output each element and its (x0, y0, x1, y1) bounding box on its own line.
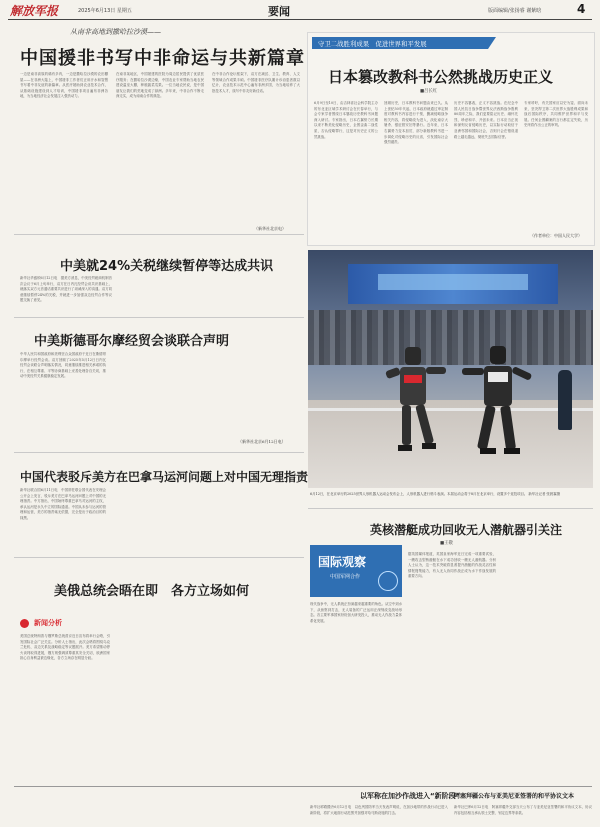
feature-body-col-1: 6月9日至10日，由吉林省社会科学院主办的东北亚区域学术研讨会在长春举行，与会专家学者围绕日本篡改历史教科书问题深入研讨。专家指出，日本右翼势力长期以来不断美化侵略历史，企图歪曲二战性质，否认侵略罪行，这是对历史正义的公然挑战。 (314, 101, 378, 139)
uav-headline: 英核潜艇成功回收无人潜航器引关注 (370, 523, 563, 537)
russia-headline: 美俄总统会晤在即 各方立场如何 (54, 584, 250, 599)
feature-label: 守卫二战胜利成果 促进世界和平发展 (318, 40, 427, 48)
tag-dot-icon (20, 619, 29, 628)
un-body-col-2 (112, 488, 204, 548)
russia-body-col-1: 美国总统特朗普与俄罗斯总统普京近日宣布将举行会晤，引发国际社会广泛关注。分析人士指出，此次会晤将围绕乌克兰危机、双边关系及战略稳定等议题展开。美方希望推动停火谈判取得进展，俄方则强调须尊重其安全关切，欧洲国家担心自身利益被边缘化，各方立场存在明显分歧。 (20, 634, 110, 661)
intl-box (310, 545, 402, 597)
robot-right-icon (458, 342, 538, 477)
russia-body-col-3 (212, 604, 302, 784)
masthead-date: 2025年6月13日 星期五 (78, 8, 132, 14)
uav-body-col-1: 据英国媒体报道，英国皇家海军近日完成一项重要试验，一艘攻击型核潜艇在水下成功回收一艘无人潜航器。分析人士认为，这一技术突破将显著提升潜艇的作战灵活性和情报搜集能力，有人无人协同作战正成为水下作战发展的重要方向。 (408, 552, 496, 579)
uav-body-col-2 (502, 552, 592, 782)
ring-rope (308, 408, 593, 411)
tariff-body-col-2 (118, 276, 210, 310)
photo-caption: 6月12日，在北京举行的2025世界人形机器人运动会发布会上，人形机器人进行格斗表演。本届运动会将于8月在北京举行，设置多个竞技项目。 新华社记者 张晨霖摄 (310, 492, 560, 496)
feature-headline: 日本篡改教科书公然挑战历史正义 (328, 68, 554, 86)
referee-figure (558, 370, 572, 430)
tariff-headline: 中美就24%关税继续暂停等达成共识 (60, 259, 274, 274)
feature-source: （作者单位：中国人民大学） (530, 233, 582, 238)
robot-left-icon (378, 345, 448, 475)
robot-photo (308, 250, 593, 488)
news-analysis-tag (20, 618, 90, 630)
page-number: 4 (577, 2, 586, 16)
russia-body-col-2 (116, 604, 206, 784)
aid-body-col-1: 一边是南非高原的稀有多肉，一边是撒哈拉沙漠的农田棚屋——在非洲大陆上，中国援非工作者们正用汗水和智慧书写着中非友谊的新篇章。从医疗援助到农业技术合作，从基础设施建设到人才培训，中国援非项目遍布非洲各地，为当地经济社会发展注入强劲动力。 (20, 72, 108, 99)
talks-body-col-1: 中华人民共和国政府和美利坚合众国政府于近日在斯德哥尔摩举行经贸会谈。双方回顾了2025年5月12日日内瓦经贸会谈联合声明落实情况，同意继续推进相关承诺的执行，在相互尊重、平等协商基础上妥善处理各自关切，推动中美经贸关系健康稳定发展。 (20, 352, 106, 379)
tariff-body-col-1: 新华社华盛顿6月12日电 据美方消息，中美经贸磋商机制首次会议于6月上旬举行，双方在日内瓦经贸会谈共识基础上，就落实双方元首通话重要共识进行了坦诚深入的沟通。双方同意继续暂停24%的关税，并就进一步加强双边经贸合作等议题交换了意见。 (20, 276, 112, 303)
left-bottom-filler (20, 790, 302, 824)
un-headline: 中国代表驳斥美方在巴拿马运河问题上对中国无理指责 (20, 470, 309, 484)
intl-body: 现代战争中，无人系统正扮演越来越重要的角色。从空中到水下，从侦察到打击，无人装备的广泛运用正深刻改变战场形态。各主要军事国家纷纷加大研发投入，推动无人作战力量体系化发展。 (310, 602, 402, 623)
bottom-left-body: 新华社耶路撒冷6月12日电 以色列国防军当天发表声明说，在加沙地带的作战行动已进入新阶段，将扩大地面行动范围并加强对哈马斯设施的打击。 (310, 805, 448, 815)
globe-icon (378, 571, 398, 591)
kicker: 从南非高地到撒哈拉沙漠—— (70, 28, 161, 36)
bottom-right-headline: 阿塞拜疆公布与亚美尼亚签署的和平协议文本 (454, 793, 575, 800)
feature-author: ■吕长红 (420, 89, 438, 94)
bottom-right-body: 新华社巴库6月12日电 阿塞拜疆外交部当天公布了与亚美尼亚签署的和平协议文本，协议内容包括相互承认领土完整、划定边界等条款。 (454, 805, 592, 815)
intl-title: 国际观察 (318, 555, 367, 569)
masthead-logo: 解放军报 (10, 4, 59, 18)
aid-body-col-2: 在南非某地区，中国援建的医院为周边居民提供了优质医疗服务；在撒哈拉沙漠边缘，中国农业专家帮助当地农民建设温室大棚，种植蔬菜瓜果。一位当地农民说，是中国朋友让我们的荒地变成了绿洲。多年来，中非合作不断走深走实，成为南南合作的典范。 (116, 72, 204, 99)
stage-screen-glow (378, 274, 528, 290)
feature-body-col-3: 历史不容篡改，正义不容挑战。在纪念中国人民抗日战争暨世界反法西斯战争胜利80周年之际，我们更要铭记历史、缅怀先烈、珍爱和平、开创未来。日本应当正视和深刻反省侵略历史，以实际行动取信于亚洲邻国和国际社会，否则只会在错误道路上越走越远，彻底失去国际信誉。 (454, 101, 518, 139)
talks-headline: 中美斯德哥尔摩经贸会谈联合声明 (34, 334, 230, 349)
feature-label-bar (312, 37, 488, 49)
talks-source: （新华社北京6月12日电） (238, 439, 286, 444)
feature-tab-triangle (488, 37, 496, 49)
aid-body-col-3: 在中非合作论坛框架下，双方在减贫、卫生、教育、人文等领域合作成果丰硕。中国援非医疗队累计诊治患者数以亿计，农业技术示范中心遍布非洲多国，为当地培养了大批技术人才，续写中非友好新佳话。 (212, 72, 300, 93)
masthead (0, 0, 600, 24)
aid-headline: 中国援非书写中非命运与共新篇章 (20, 48, 305, 69)
feature-body-col-4: 专家呼吁，有关国家应以史为鉴、面向未来，坚决捍卫第二次世界大战胜利成果和战后国际秩序，共同维护世界和平与发展。任何企图翻案的言行都注定失败，历史终将作出公正的审判。 (524, 101, 588, 128)
masthead-editors: 版面编辑/张扬睿 谢紫晗 (488, 8, 542, 14)
tariff-body-col-3 (214, 276, 300, 310)
bottom-left-headline: 以军称在加沙作战进入“新阶段” (360, 792, 461, 800)
uav-author: ■王敬 (440, 541, 453, 546)
feature-body-col-2: 回顾历史，日本教科书问题由来已久。从上世纪50年代起，日本政府就通过审定制度对教科书内容进行干预，删减侵略战争相关内容，将侵略改为进入，淡化南京大屠杀、强征慰安妇等暴行。近年来，日本右翼势力变本加厉，部分新版教科书进一步弱化对侵略历史的反省，引发国际社会强烈谴责。 (384, 101, 448, 145)
un-body-col-3 (210, 488, 302, 548)
audience (308, 310, 593, 365)
talks-body-col-2 (112, 352, 204, 438)
section-title: 要闻 (268, 5, 290, 18)
un-body-col-1: 新华社联合国6月11日电 中国常驻联合国代表在安理会公开会上发言，驳斥美方在巴拿马运河问题上对中国的无理指责。中方指出，中国始终尊重巴拿马对运河的主权，承认运河是永久中立的国际通道。中国从未参与运河的管理和运营，美方的指责毫无依据，完全是出于政治目的的抹黑。 (20, 488, 106, 520)
news-analysis-label: 新闻分析 (34, 619, 62, 627)
aid-source: （新华社北京电） (254, 226, 286, 231)
intl-sub: 中国军网合作 (330, 574, 361, 580)
talks-body-col-3 (210, 352, 302, 438)
feature-box (307, 32, 595, 246)
ring-floor (308, 400, 593, 488)
